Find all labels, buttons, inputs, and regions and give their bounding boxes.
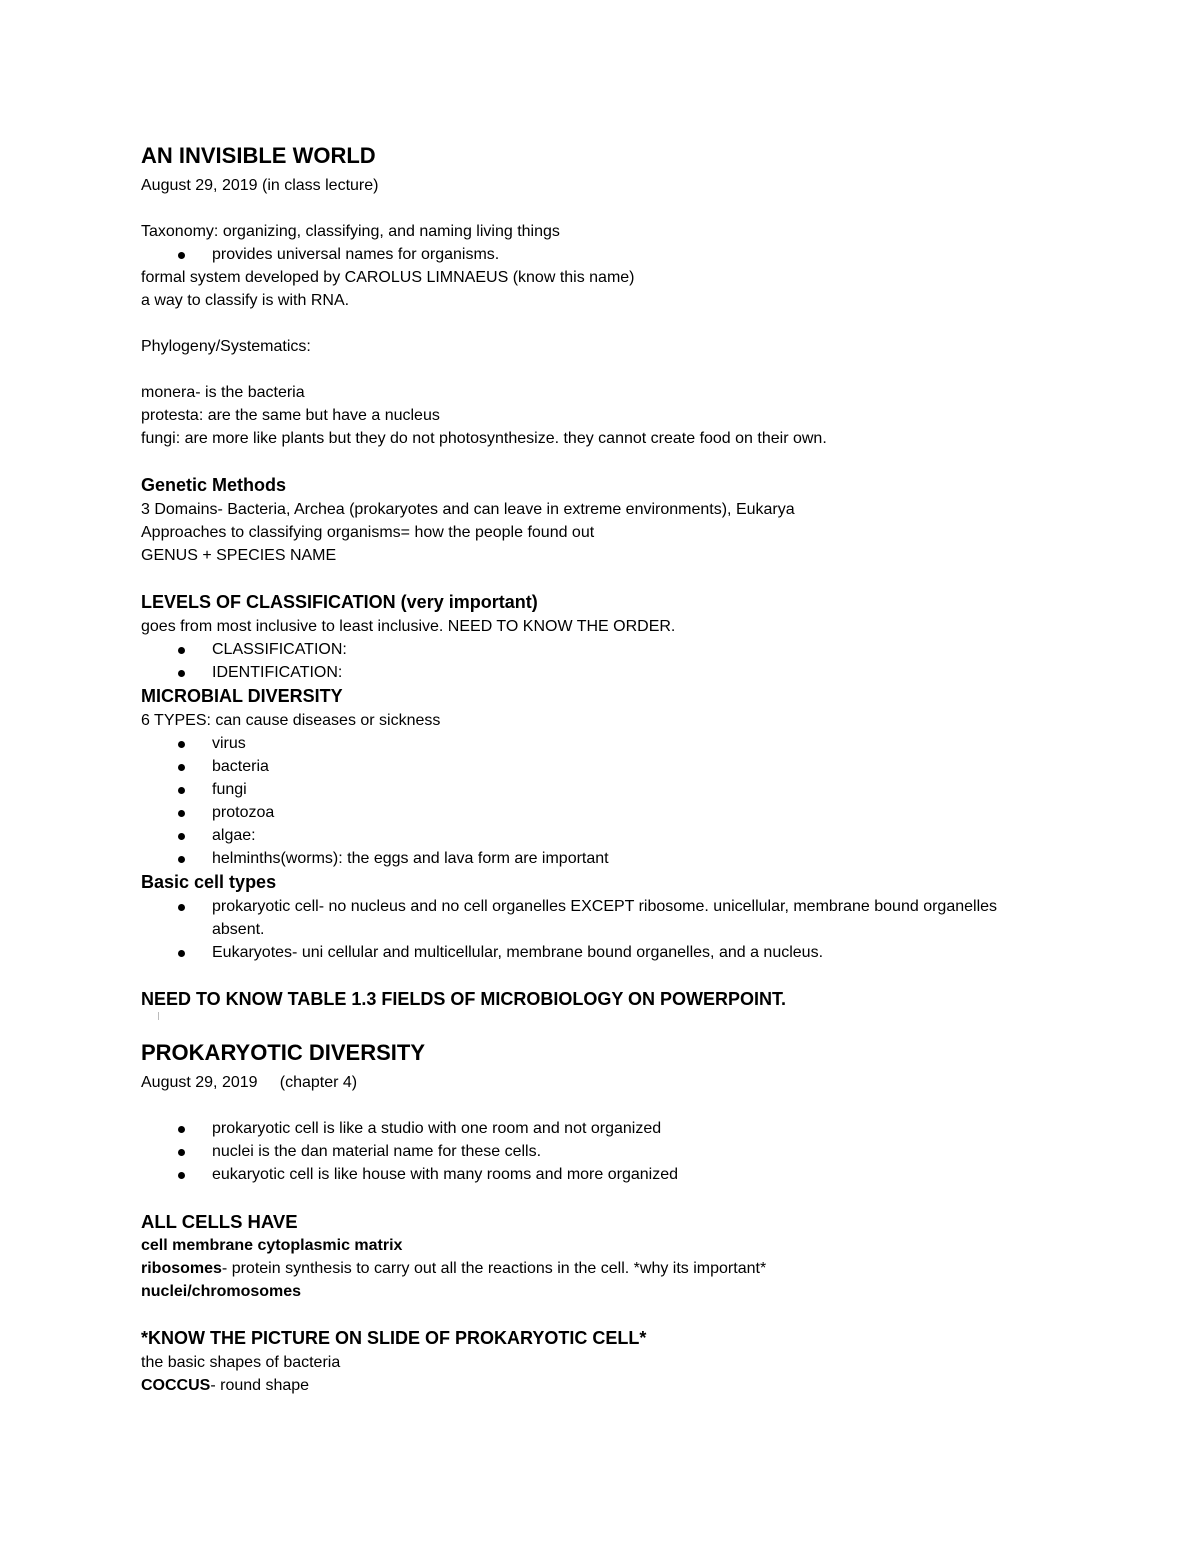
spacer — [141, 1303, 1041, 1326]
bullet-icon — [178, 1126, 185, 1133]
microbial-diversity-heading: MICROBIAL DIVERSITY — [141, 686, 343, 706]
spacer — [141, 358, 1041, 381]
bullet-icon — [178, 764, 185, 771]
bullet-icon — [178, 647, 185, 654]
bullet-icon — [178, 856, 185, 863]
section-title-prokaryotic-diversity: PROKARYOTIC DIVERSITY — [141, 1040, 425, 1065]
bullet-icon — [178, 787, 185, 794]
fungi-note: fungi: are more like plants but they do not photosynthesize. they cannot create food on their own. — [141, 430, 827, 447]
bullet-icon — [178, 1172, 185, 1179]
genus-note: GENUS + SPECIES NAME — [141, 547, 337, 564]
coccus-description: - round shape — [210, 1377, 310, 1394]
chapter-date: August 29, 2019 (chapter 4) — [141, 1074, 358, 1091]
spacer — [141, 567, 1041, 590]
list-item: algae: — [141, 824, 1041, 847]
spacer — [141, 1186, 1041, 1209]
prokaryotic-bullet-list — [141, 1117, 1041, 1186]
list-item: eukaryotic cell is like house with many rooms and more organized — [141, 1163, 1041, 1186]
list-item: virus — [141, 732, 1041, 755]
membrane-note: cell membrane cytoplasmic matrix — [141, 1237, 403, 1254]
formal-system-note: formal system developed by CAROLUS LIMNAEUS (know this name) — [141, 269, 635, 286]
spacer — [141, 1094, 1041, 1117]
all-cells-heading: ALL CELLS HAVE — [141, 1211, 298, 1232]
bullet-icon — [178, 1149, 185, 1156]
ribosomes-description: - protein synthesis to carry out all the reactions in the cell. *why its important* — [221, 1260, 767, 1277]
domains-note: 3 Domains- Bacteria, Archea (prokaryotes and can leave in extreme environments), Eukarya — [141, 501, 795, 518]
list-item: IDENTIFICATION: — [141, 661, 1041, 684]
spacer — [141, 964, 1041, 987]
phylogeny-label: Phylogeny/Systematics: — [141, 338, 311, 355]
bullet-icon — [178, 833, 185, 840]
ribosomes-note — [141, 1257, 1041, 1280]
basic-cell-types-heading: Basic cell types — [141, 872, 277, 892]
divider-mark — [141, 1012, 1041, 1035]
spacer — [141, 197, 1041, 220]
levels-heading: LEVELS OF CLASSIFICATION (very important) — [141, 592, 538, 612]
rna-note: a way to classify is with RNA. — [141, 292, 350, 309]
picture-heading: *KNOW THE PICTURE ON SLIDE OF PROKARYOTIC CELL* — [141, 1328, 647, 1348]
table-note-heading: NEED TO KNOW TABLE 1.3 FIELDS OF MICROBIOLOGY ON POWERPOINT. — [141, 989, 787, 1009]
list-item: fungi — [141, 778, 1041, 801]
bullet-icon — [178, 252, 185, 259]
genetic-methods-heading: Genetic Methods — [141, 475, 287, 495]
list-item: Eukaryotes- uni cellular and multicellular, membrane bound organelles, and a nucleus. — [141, 941, 1041, 964]
levels-bullet-list — [141, 638, 1041, 684]
shapes-note: the basic shapes of bacteria — [141, 1354, 341, 1371]
bullet-icon — [178, 950, 185, 957]
bullet-icon — [178, 810, 185, 817]
types-description: 6 TYPES: can cause diseases or sickness — [141, 712, 441, 729]
list-item: helminths(worms): the eggs and lava form are important — [141, 847, 1041, 870]
section-title-invisible-world: AN INVISIBLE WORLD — [141, 143, 376, 168]
ribosomes-term: ribosomes — [141, 1260, 222, 1277]
list-item: nuclei is the dan material name for these cells. — [141, 1140, 1041, 1163]
list-item: prokaryotic cell is like a studio with one room and not organized — [141, 1117, 1041, 1140]
monera-note: monera- is the bacteria — [141, 384, 305, 401]
bullet-icon — [178, 904, 185, 911]
spacer — [141, 312, 1041, 335]
lecture-date: August 29, 2019 (in class lecture) — [141, 177, 379, 194]
levels-description: goes from most inclusive to least inclusive. NEED TO KNOW THE ORDER. — [141, 618, 676, 635]
bullet-icon — [178, 741, 185, 748]
list-item: prokaryotic cell- no nucleus and no cell organelles EXCEPT ribosome. unicellular, membrane bound organelles absent. — [141, 895, 1002, 941]
cell-types-bullet-list — [141, 895, 1041, 964]
coccus-term: COCCUS — [141, 1377, 211, 1394]
taxonomy-definition: Taxonomy: organizing, classifying, and naming living things — [141, 223, 560, 240]
taxonomy-bullet-list — [141, 243, 1041, 266]
document-page — [141, 138, 1041, 1397]
protesta-note: protesta: are the same but have a nucleus — [141, 407, 440, 424]
types-bullet-list — [141, 732, 1041, 870]
list-item: bacteria — [141, 755, 1041, 778]
list-item: CLASSIFICATION: — [141, 638, 1041, 661]
spacer — [141, 450, 1041, 473]
coccus-note — [141, 1374, 1041, 1397]
approaches-note: Approaches to classifying organisms= how the people found out — [141, 524, 595, 541]
bullet-icon — [178, 670, 185, 677]
nuclei-note: nuclei/chromosomes — [141, 1283, 302, 1300]
list-item: protozoa — [141, 801, 1041, 824]
list-item: provides universal names for organisms. — [141, 243, 1041, 266]
